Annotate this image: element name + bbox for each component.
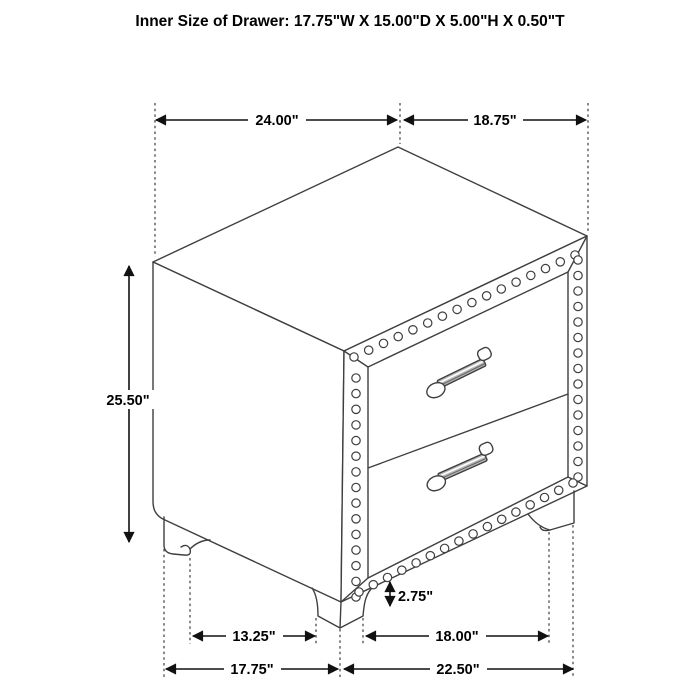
nailhead	[383, 573, 391, 581]
nailhead	[512, 278, 520, 286]
nailhead	[555, 486, 563, 494]
leg-left-curve	[190, 540, 210, 549]
nailhead	[574, 349, 582, 357]
nailhead	[352, 562, 360, 570]
leg-center-ridge	[340, 602, 341, 628]
nailhead	[409, 326, 417, 334]
nailhead	[424, 319, 432, 327]
nailhead	[438, 312, 446, 320]
nailhead	[352, 468, 360, 476]
dim-base-front-overall	[166, 659, 338, 678]
dim-base-front-feet	[193, 626, 315, 645]
nailhead	[574, 333, 582, 341]
page-title: Inner Size of Drawer: 17.75"W X 15.00"D X 5.00"H X 0.50"T	[135, 13, 565, 30]
nailhead	[453, 305, 461, 313]
nailhead	[398, 566, 406, 574]
dim-width-top	[156, 110, 397, 129]
nailhead	[574, 411, 582, 419]
dim-leg-height	[390, 582, 433, 606]
dim-base-side-overall-label: 22.50"	[436, 662, 480, 678]
nailhead	[574, 271, 582, 279]
nailhead	[352, 452, 360, 460]
nailhead	[352, 546, 360, 554]
dim-base-side-feet	[366, 626, 548, 645]
dim-height-left	[99, 266, 157, 542]
nailhead	[350, 353, 358, 361]
nailhead	[352, 499, 360, 507]
nailhead	[412, 559, 420, 567]
dim-base-side-feet-label: 18.00"	[435, 629, 479, 645]
nailhead	[574, 395, 582, 403]
nailhead	[352, 421, 360, 429]
dim-width-top-label: 24.00"	[255, 113, 299, 129]
dim-leg-height-label: 2.75"	[398, 589, 434, 605]
nailhead	[352, 389, 360, 397]
nailhead	[556, 258, 564, 266]
nailhead	[355, 588, 363, 596]
nailhead	[352, 515, 360, 523]
nailhead	[574, 426, 582, 434]
dim-depth-top	[404, 110, 586, 129]
nailhead	[541, 264, 549, 272]
nailhead	[352, 374, 360, 382]
nailhead	[526, 501, 534, 509]
nailhead	[379, 339, 387, 347]
nailhead	[455, 537, 463, 545]
dim-base-side-overall	[344, 659, 573, 678]
nailhead	[498, 515, 506, 523]
nailhead	[497, 285, 505, 293]
nailhead	[394, 332, 402, 340]
nightstand-body	[153, 147, 587, 628]
nailhead	[426, 552, 434, 560]
nailhead	[352, 577, 360, 585]
nailhead	[352, 530, 360, 538]
nailhead	[574, 287, 582, 295]
nailhead	[482, 292, 490, 300]
nailhead	[574, 318, 582, 326]
dim-base-front-overall-label: 17.75"	[230, 662, 274, 678]
nailhead	[352, 436, 360, 444]
dim-depth-top-label: 18.75"	[473, 113, 517, 129]
nailhead	[574, 442, 582, 450]
dim-height-label: 25.50"	[106, 393, 150, 409]
nailhead	[574, 380, 582, 388]
nailhead	[574, 256, 582, 264]
nailhead	[574, 457, 582, 465]
nailhead	[365, 346, 373, 354]
nailhead	[352, 483, 360, 491]
nailhead	[352, 405, 360, 413]
nailhead	[574, 302, 582, 310]
nailhead	[468, 298, 476, 306]
nailhead	[512, 508, 520, 516]
dim-base-front-feet-label: 13.25"	[232, 629, 276, 645]
nailhead	[527, 271, 535, 279]
nailhead	[469, 530, 477, 538]
nailhead	[440, 544, 448, 552]
nailhead	[574, 364, 582, 372]
nailhead	[369, 581, 377, 589]
nailhead	[569, 479, 577, 487]
nailhead	[540, 493, 548, 501]
nailhead	[483, 522, 491, 530]
